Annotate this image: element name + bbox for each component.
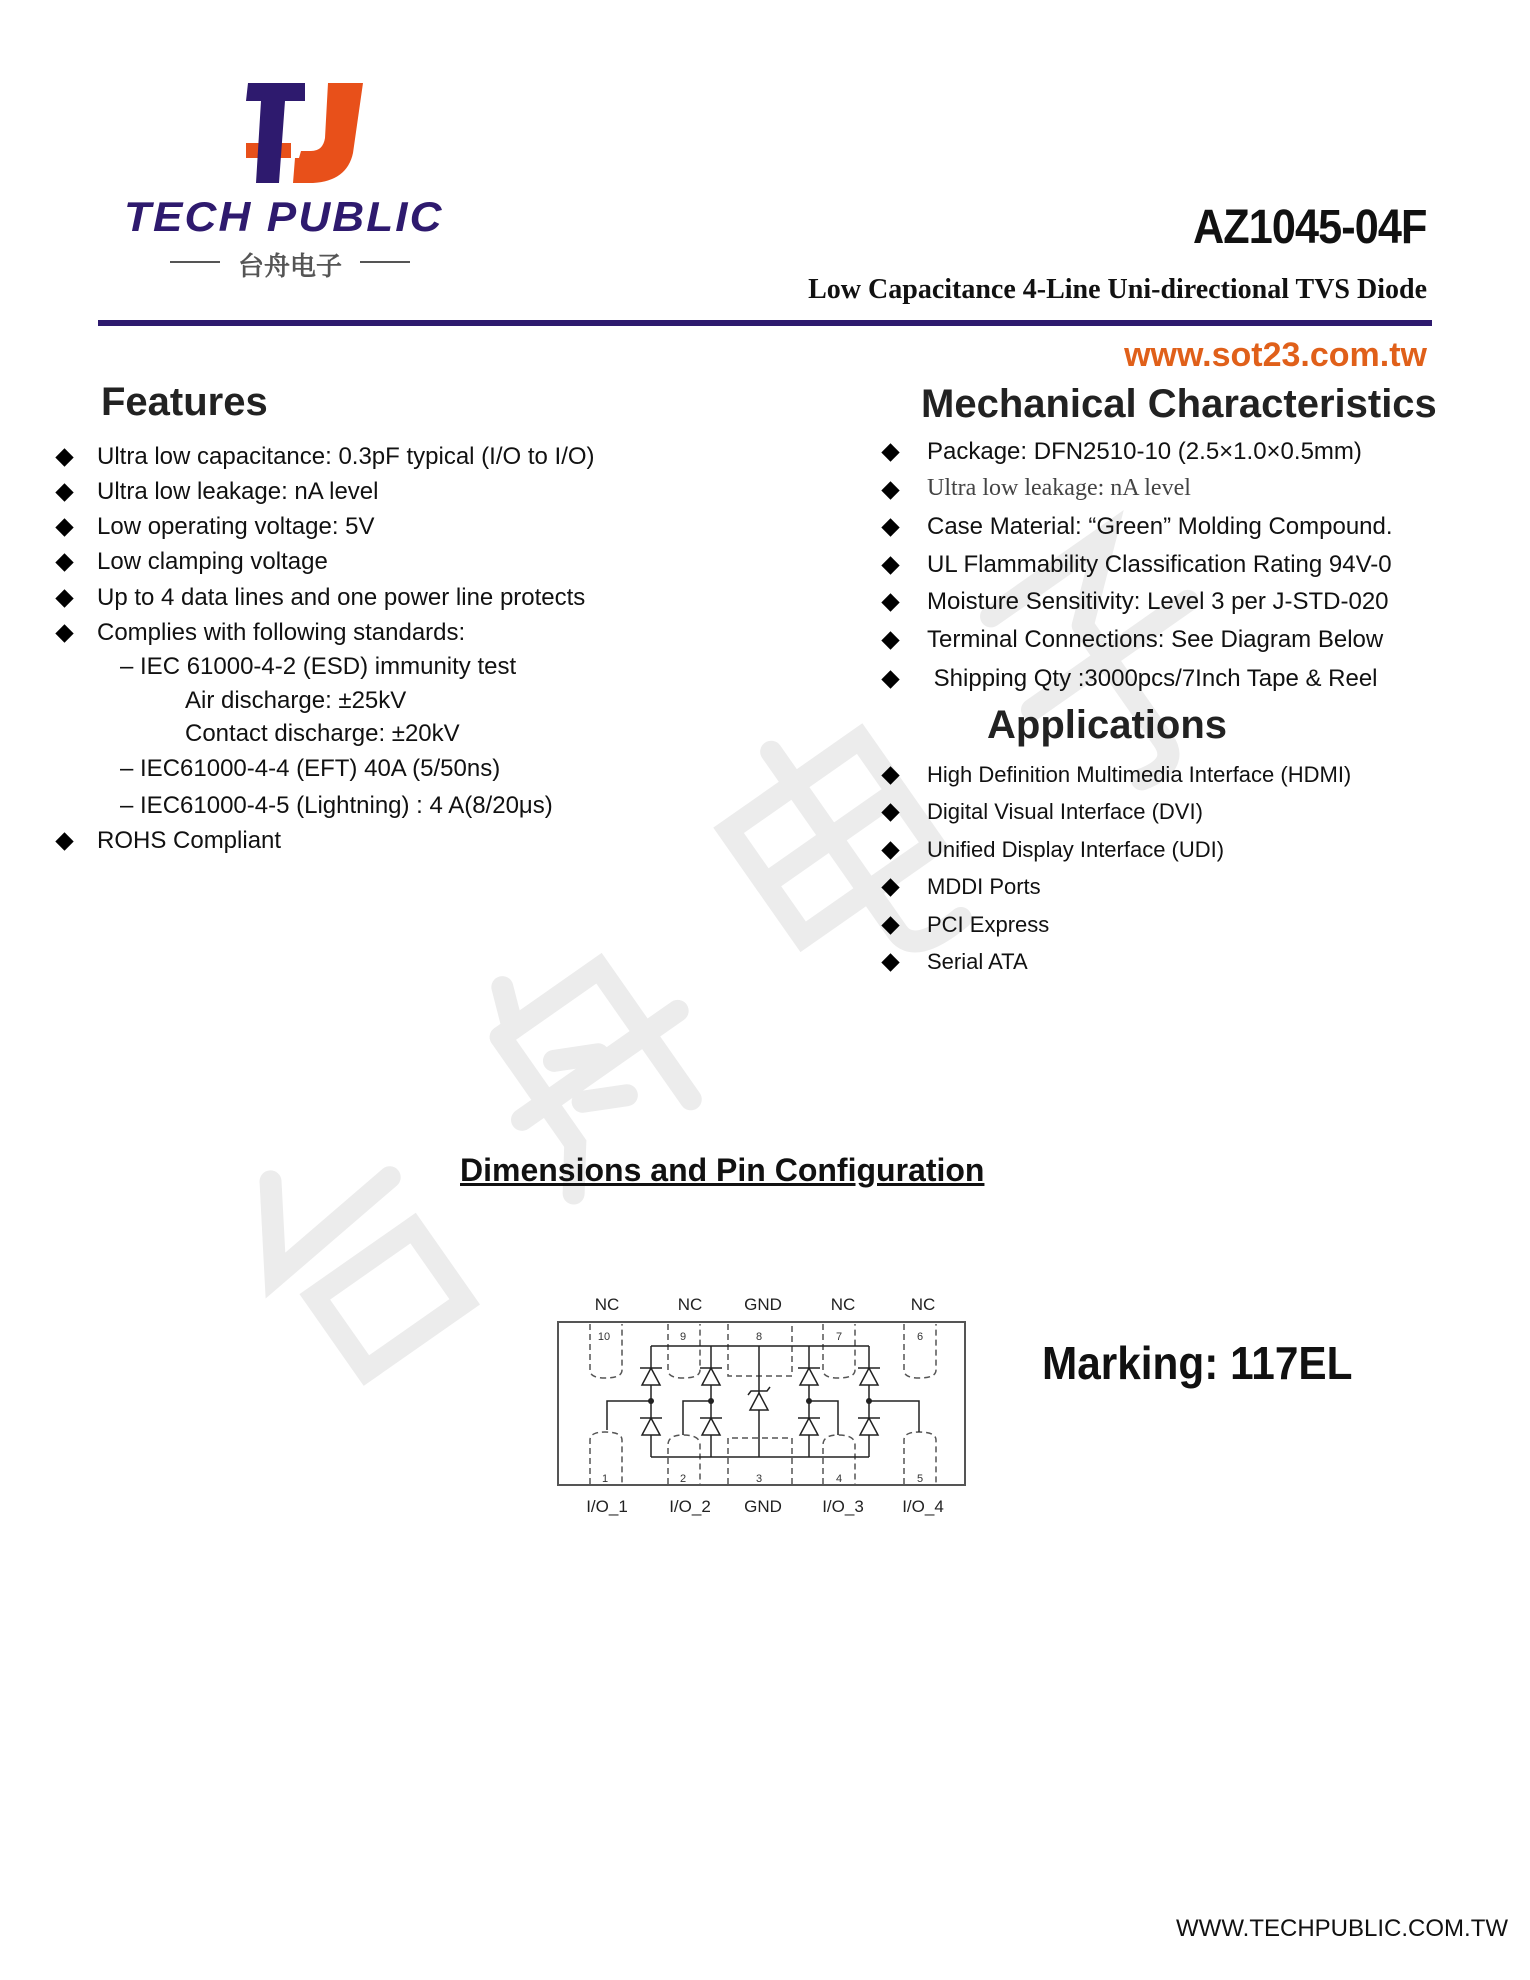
bullet-icon [55, 553, 73, 571]
pin-number: 5 [916, 1473, 924, 1485]
bullet-icon [881, 841, 899, 859]
logo-mark-icon [243, 83, 363, 183]
top-pin-label: NC [594, 1295, 620, 1314]
logo-brand: TECH PUBLIC [124, 193, 444, 240]
circuit [607, 1346, 919, 1457]
applications-heading: Applications [987, 703, 1228, 747]
feature-item: Low operating voltage: 5V [97, 513, 375, 540]
feature-item: ROHS Compliant [97, 827, 282, 854]
website-link[interactable]: www.sot23.com.tw [1124, 336, 1427, 374]
bullet-icon [55, 483, 73, 501]
bottom-pin-label: I/O_2 [669, 1497, 711, 1516]
bullet-icon [55, 518, 73, 536]
part-number: AZ1045-04F [1192, 201, 1426, 254]
application-item: High Definition Multimedia Interface (HDMI) [927, 762, 1352, 787]
bullet-icon [881, 916, 899, 934]
mechanical-item: Ultra low leakage: nA level [927, 475, 1191, 501]
dimensions-heading: Dimensions and Pin Configuration [460, 1152, 985, 1188]
bullet-icon [55, 832, 73, 850]
mechanical-item: Moisture Sensitivity: Level 3 per J-STD-020 [927, 588, 1389, 615]
application-item: PCI Express [927, 912, 1050, 937]
header-divider [98, 320, 1432, 326]
bullet-icon [881, 593, 899, 611]
top-pin-label: GND [744, 1295, 782, 1314]
bullet-icon [55, 624, 73, 642]
feature-item: Ultra low capacitance: 0.3pF typical (I/O to I/O) [97, 443, 595, 470]
bullet-icon [881, 803, 899, 821]
pin-number: 8 [755, 1331, 763, 1343]
feature-item: Ultra low leakage: nA level [97, 478, 379, 505]
bullet-icon [881, 518, 899, 536]
feature-item: Up to 4 data lines and one power line protects [97, 584, 586, 611]
bottom-pin-label: GND [744, 1497, 782, 1516]
pin-number: 6 [916, 1331, 924, 1343]
top-pin-label: NC [830, 1295, 856, 1314]
logo-brand-cn: 台舟电子 [170, 246, 410, 283]
standard-item: – IEC61000-4-4 (EFT) 40A (5/50ns) [120, 755, 501, 782]
pin-number: 2 [679, 1473, 687, 1485]
document-subtitle: Low Capacitance 4-Line Uni-directional TVS Diode [808, 274, 1427, 305]
feature-item: Low clamping voltage [97, 548, 328, 575]
bullet-icon [55, 448, 73, 466]
bottom-pin-label: I/O_1 [586, 1497, 628, 1516]
pin-number: 3 [755, 1473, 763, 1485]
bottom-pin-label: I/O_3 [822, 1497, 864, 1516]
application-item: Serial ATA [927, 949, 1028, 974]
bullet-icon [881, 631, 899, 649]
application-item: Unified Display Interface (UDI) [927, 837, 1225, 862]
bullet-icon [881, 443, 899, 461]
standard-detail: Air discharge: ±25kV [185, 687, 407, 714]
bullet-icon [881, 670, 899, 688]
bullet-icon [881, 953, 899, 971]
pin-number: 4 [835, 1473, 843, 1485]
marking-code: Marking: 117EL [1042, 1337, 1353, 1389]
standard-detail: Contact discharge: ±20kV [185, 720, 460, 747]
pin-number: 9 [679, 1331, 687, 1343]
mechanical-item: Terminal Connections: See Diagram Below [927, 626, 1384, 653]
bottom-pin-label: I/O_4 [902, 1497, 944, 1516]
bullet-icon [881, 556, 899, 574]
bullet-icon [881, 481, 899, 499]
mechanical-heading: Mechanical Characteristics [921, 382, 1437, 426]
application-item: MDDI Ports [927, 874, 1041, 899]
bullet-icon [881, 766, 899, 784]
mechanical-item: Package: DFN2510-10 (2.5×1.0×0.5mm) [927, 438, 1362, 465]
pin-number: 10 [597, 1331, 611, 1343]
bullet-icon [881, 878, 899, 896]
pin-configuration-diagram [530, 1260, 980, 1520]
standard-item: – IEC61000-4-5 (Lightning) : 4 A(8/20μs) [120, 792, 553, 819]
mechanical-item: Case Material: “Green” Molding Compound. [927, 513, 1393, 540]
top-pin-label: NC [910, 1295, 936, 1314]
standard-item: – IEC 61000-4-2 (ESD) immunity test [120, 653, 517, 680]
pin-number: 7 [835, 1331, 843, 1343]
top-pin-label: NC [677, 1295, 703, 1314]
application-item: Digital Visual Interface (DVI) [927, 799, 1203, 824]
mechanical-item: UL Flammability Classification Rating 94V-0 [927, 551, 1392, 578]
mechanical-item: Shipping Qty :3000pcs/7Inch Tape & Reel [927, 665, 1378, 692]
feature-item: Complies with following standards: [97, 619, 466, 646]
watermark-char [230, 1124, 473, 1382]
pin-number: 1 [601, 1473, 609, 1485]
footer-website[interactable]: WWW.TECHPUBLIC.COM.TW [1176, 1915, 1508, 1942]
bullet-icon [55, 589, 73, 607]
features-heading: Features [101, 380, 268, 424]
